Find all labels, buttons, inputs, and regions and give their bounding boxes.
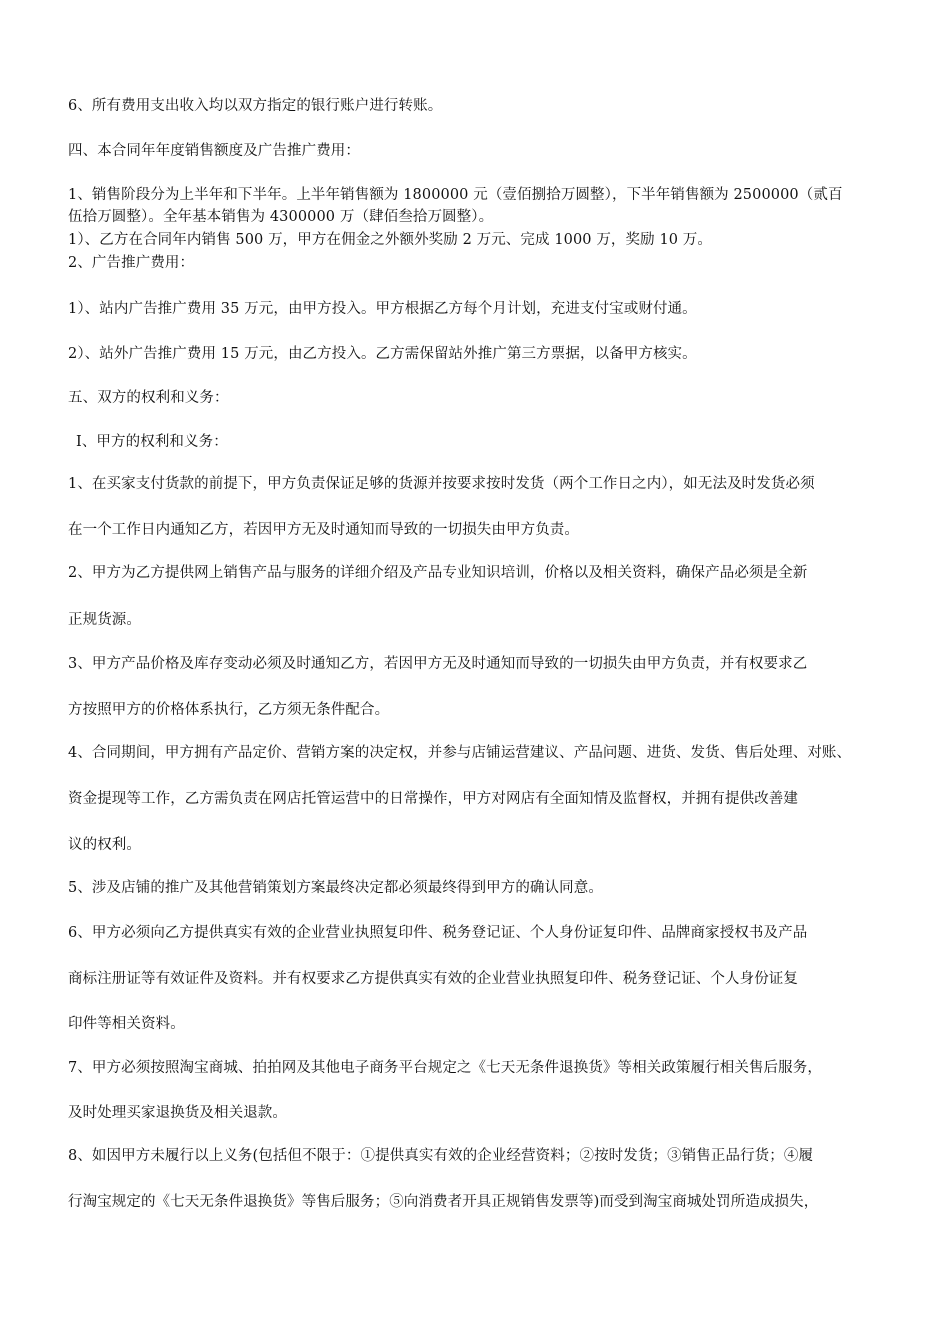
section-5-heading: 五、双方的权利和义务：	[68, 390, 229, 406]
party-a-clause-2-line-2: 正规货源。	[68, 612, 141, 628]
section-4-heading: 四、本合同年年度销售额度及广告推广费用：	[68, 143, 360, 159]
party-a-clause-4-line-2: 资金提现等工作，乙方需负责在网店托管运营中的日常操作，甲方对网店有全面知情及监督权，并拥有提供改善建	[68, 791, 798, 807]
party-a-clause-7-line-2: 及时处理买家退换货及相关退款。	[68, 1105, 287, 1121]
party-a-clause-7-line-1: 7、甲方必须按照淘宝商城、拍拍网及其他电子商务平台规定之《七天无条件退换货》等相关政策履行相关售后服务，	[68, 1060, 822, 1076]
party-a-clause-8-line-1: 8、如因甲方未履行以上义务(包括但不限于：①提供真实有效的企业经营资料；②按时发货；③销售正品行货；④履	[68, 1148, 814, 1164]
onsite-ad-cost-line: 1）、站内广告推广费用 35 万元，由甲方投入。甲方根据乙方每个月计划，充进支付宝或财付通。	[68, 301, 697, 317]
clause-6-bank-transfer: 6、所有费用支出收入均以双方指定的银行账户进行转账。	[68, 98, 443, 114]
party-a-clause-6-line-1: 6、甲方必须向乙方提供真实有效的企业营业执照复印件、税务登记证、个人身份证复印件、品牌商家授权书及产品	[68, 925, 808, 941]
party-a-heading: I、甲方的权利和义务：	[76, 434, 228, 450]
sales-stage-line-2: 伍拾万圆整）。全年基本销售为 4300000 万（肆佰叁拾万圆整）。	[68, 209, 494, 225]
sales-bonus-line: 1）、乙方在合同年内销售 500 万，甲方在佣金之外额外奖励 2 万元、完成 1000 万，奖励 10 万。	[68, 232, 712, 248]
party-a-clause-2-line-1: 2、甲方为乙方提供网上销售产品与服务的详细介绍及产品专业知识培训，价格以及相关资料，确保产品必须是全新	[68, 565, 808, 581]
party-a-clause-1-line-2: 在一个工作日内通知乙方，若因甲方无及时通知而导致的一切损失由甲方负责。	[68, 522, 579, 538]
sales-stage-line-1: 1、销售阶段分为上半年和下半年。上半年销售额为 1800000 元（壹佰捌拾万圆整），下半年销售额为 2500000（贰百	[68, 187, 843, 203]
party-a-clause-8-line-2: 行淘宝规定的《七天无条件退换货》等售后服务；⑤向消费者开具正规销售发票等)而受到淘宝商城处罚所造成损失，	[68, 1194, 819, 1210]
party-a-clause-3-line-1: 3、甲方产品价格及库存变动必须及时通知乙方，若因甲方无及时通知而导致的一切损失由甲方负责，并有权要求乙	[68, 656, 808, 672]
party-a-clause-6-line-3: 印件等相关资料。	[68, 1016, 185, 1032]
ad-cost-heading: 2、广告推广费用：	[68, 255, 195, 271]
offsite-ad-cost-line: 2）、站外广告推广费用 15 万元，由乙方投入。乙方需保留站外推广第三方票据，以备甲方核实。	[68, 346, 697, 362]
party-a-clause-1-line-1: 1、在买家支付货款的前提下，甲方负责保证足够的货源并按要求按时发货（两个工作日之内），如无法及时发货必须	[68, 476, 815, 492]
party-a-clause-3-line-2: 方按照甲方的价格体系执行，乙方须无条件配合。	[68, 702, 390, 718]
party-a-clause-4-line-1: 4、合同期间，甲方拥有产品定价、营销方案的决定权，并参与店铺运营建议、产品问题、进货、发货、售后处理、对账、	[68, 745, 852, 761]
party-a-clause-5: 5、涉及店铺的推广及其他营销策划方案最终决定都必须最终得到甲方的确认同意。	[68, 880, 603, 896]
party-a-clause-6-line-2: 商标注册证等有效证件及资料。并有权要求乙方提供真实有效的企业营业执照复印件、税务登记证、个人身份证复	[68, 971, 798, 987]
party-a-clause-4-line-3: 议的权利。	[68, 837, 141, 853]
